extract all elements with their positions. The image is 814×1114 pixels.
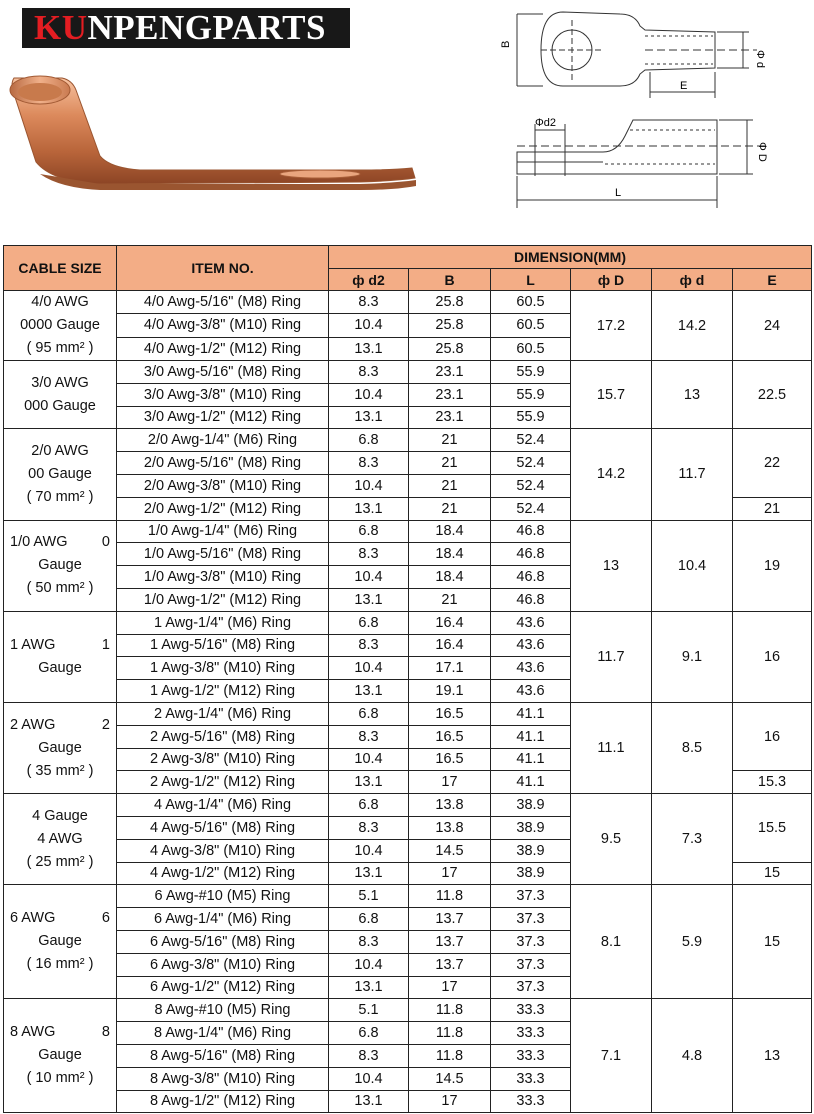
- item-no-cell: 1 Awg-1/4" (M6) Ring: [117, 611, 329, 634]
- big-d-cell: 14.2: [571, 429, 652, 520]
- item-no-cell: 4 Awg-1/4" (M6) Ring: [117, 794, 329, 817]
- b-cell: 17: [409, 862, 491, 885]
- l-cell: 43.6: [491, 634, 571, 657]
- d2-cell: 8.3: [329, 452, 409, 475]
- d-cell: 11.7: [652, 429, 733, 520]
- item-no-cell: 6 Awg-1/4" (M6) Ring: [117, 908, 329, 931]
- cable-size-text: 000 Gauge: [24, 397, 96, 414]
- d2-cell: 10.4: [329, 383, 409, 406]
- l-cell: 43.6: [491, 680, 571, 703]
- cable-size-line: [10, 440, 110, 463]
- item-no-cell: 2/0 Awg-3/8" (M10) Ring: [117, 474, 329, 497]
- d2-cell: 6.8: [329, 520, 409, 543]
- header-area: [0, 0, 814, 240]
- item-no-cell: 1 Awg-3/8" (M10) Ring: [117, 657, 329, 680]
- d2-cell: 10.4: [329, 566, 409, 589]
- label-e: E: [680, 80, 688, 92]
- big-d-cell: 11.1: [571, 702, 652, 793]
- cable-size-line: [10, 314, 110, 337]
- item-no-cell: 1/0 Awg-1/2" (M12) Ring: [117, 588, 329, 611]
- l-cell: 52.4: [491, 474, 571, 497]
- item-no-cell: 2/0 Awg-1/4" (M6) Ring: [117, 429, 329, 452]
- item-no-cell: 1 Awg-5/16" (M8) Ring: [117, 634, 329, 657]
- table-row: [4, 999, 812, 1022]
- label-b: B: [500, 40, 512, 48]
- l-cell: 33.3: [491, 999, 571, 1022]
- e-cell: 15: [733, 862, 812, 885]
- l-cell: 38.9: [491, 794, 571, 817]
- cable-size-text: 6 AWG: [10, 910, 56, 927]
- d-cell: 9.1: [652, 611, 733, 702]
- d2-cell: 13.1: [329, 406, 409, 429]
- big-d-cell: 11.7: [571, 611, 652, 702]
- l-cell: 38.9: [491, 862, 571, 885]
- b-cell: 16.5: [409, 748, 491, 771]
- item-no-cell: 4/0 Awg-3/8" (M10) Ring: [117, 314, 329, 337]
- cable-size-text: Gauge: [38, 659, 82, 676]
- l-cell: 46.8: [491, 543, 571, 566]
- cable-size-line: [10, 714, 110, 737]
- d2-cell: 8.3: [329, 634, 409, 657]
- l-cell: 41.1: [491, 702, 571, 725]
- l-cell: 46.8: [491, 566, 571, 589]
- cable-size-text: 1/0 AWG: [10, 534, 68, 551]
- d2-cell: 8.3: [329, 725, 409, 748]
- d2-cell: 13.1: [329, 862, 409, 885]
- l-cell: 37.3: [491, 885, 571, 908]
- cable-size-text: ( 10 mm² ): [26, 1070, 94, 1087]
- e-cell: 24: [733, 291, 812, 361]
- item-no-cell: 4/0 Awg-5/16" (M8) Ring: [117, 291, 329, 314]
- d2-cell: 13.1: [329, 588, 409, 611]
- b-cell: 13.7: [409, 930, 491, 953]
- b-cell: 18.4: [409, 520, 491, 543]
- cable-size-text: 4 Gauge: [32, 807, 88, 824]
- d2-cell: 10.4: [329, 657, 409, 680]
- l-cell: 55.9: [491, 361, 571, 384]
- d2-cell: 10.4: [329, 839, 409, 862]
- b-cell: 23.1: [409, 406, 491, 429]
- brand-rest: NPENGPARTS: [87, 8, 326, 47]
- b-cell: 13.7: [409, 908, 491, 931]
- d2-cell: 8.3: [329, 1044, 409, 1067]
- cable-size-cell: [4, 794, 117, 885]
- l-cell: 52.4: [491, 452, 571, 475]
- brand-first: KU: [34, 8, 88, 47]
- cable-size-text: 1: [101, 636, 110, 653]
- d2-cell: 10.4: [329, 314, 409, 337]
- lug-side-view-diagram: [495, 112, 810, 214]
- l-cell: 43.6: [491, 657, 571, 680]
- cable-size-text: ( 16 mm² ): [26, 956, 94, 973]
- table-row: [4, 361, 812, 384]
- cable-size-line: [10, 395, 110, 418]
- big-d-cell: 13: [571, 520, 652, 611]
- cable-size-line: [10, 828, 110, 851]
- b-cell: 16.5: [409, 725, 491, 748]
- cable-size-line: [10, 634, 110, 657]
- cable-size-line: [10, 463, 110, 486]
- item-no-cell: 2 Awg-1/2" (M12) Ring: [117, 771, 329, 794]
- d2-cell: 10.4: [329, 474, 409, 497]
- cable-size-text: 00 Gauge: [28, 465, 92, 482]
- cable-size-text: 8: [101, 1024, 110, 1041]
- label-phi-d: Φ d: [754, 50, 766, 68]
- d2-cell: 6.8: [329, 794, 409, 817]
- d-cell: 5.9: [652, 885, 733, 999]
- e-cell: 22: [733, 429, 812, 497]
- item-no-cell: 2 Awg-3/8" (M10) Ring: [117, 748, 329, 771]
- header-l: L: [491, 269, 571, 291]
- table-row: [4, 520, 812, 543]
- spec-table-body: [4, 291, 812, 1113]
- cable-size-text: 0: [101, 534, 110, 551]
- l-cell: 33.3: [491, 1022, 571, 1045]
- cable-size-line: [10, 851, 110, 874]
- table-row: [4, 429, 812, 452]
- d-cell: 13: [652, 361, 733, 429]
- big-d-cell: 8.1: [571, 885, 652, 999]
- l-cell: 46.8: [491, 520, 571, 543]
- d2-cell: 13.1: [329, 1090, 409, 1113]
- header-d2: ф d2: [329, 269, 409, 291]
- header-d: ф d: [652, 269, 733, 291]
- item-no-cell: 6 Awg-1/2" (M12) Ring: [117, 976, 329, 999]
- b-cell: 17: [409, 1090, 491, 1113]
- item-no-cell: 8 Awg-1/4" (M6) Ring: [117, 1022, 329, 1045]
- l-cell: 37.3: [491, 953, 571, 976]
- l-cell: 33.3: [491, 1044, 571, 1067]
- cable-size-text: 6: [101, 910, 110, 927]
- l-cell: 60.5: [491, 291, 571, 314]
- item-no-cell: 1/0 Awg-5/16" (M8) Ring: [117, 543, 329, 566]
- header-dimension: DIMENSION(MM): [329, 246, 812, 269]
- cable-size-line: [10, 1067, 110, 1090]
- cable-size-text: Gauge: [38, 1047, 82, 1064]
- d2-cell: 5.1: [329, 999, 409, 1022]
- cable-size-line: [10, 907, 110, 930]
- header-item-no: ITEM NO.: [117, 246, 329, 291]
- cable-size-text: ( 70 mm² ): [26, 488, 94, 505]
- cable-size-line: [10, 1044, 110, 1067]
- cable-size-text: 2: [101, 716, 110, 733]
- cable-size-text: 2 AWG: [10, 716, 56, 733]
- b-cell: 16.4: [409, 611, 491, 634]
- e-cell: 15.3: [733, 771, 812, 794]
- l-cell: 55.9: [491, 406, 571, 429]
- b-cell: 16.4: [409, 634, 491, 657]
- b-cell: 18.4: [409, 566, 491, 589]
- header-big-d: ф D: [571, 269, 652, 291]
- l-cell: 55.9: [491, 383, 571, 406]
- cable-size-line: [10, 291, 110, 314]
- cable-size-text: ( 35 mm² ): [26, 762, 94, 779]
- cable-size-cell: [4, 429, 117, 520]
- d2-cell: 10.4: [329, 748, 409, 771]
- b-cell: 21: [409, 429, 491, 452]
- b-cell: 17.1: [409, 657, 491, 680]
- e-cell: 19: [733, 520, 812, 611]
- lug-top-view-diagram: [495, 6, 810, 106]
- item-no-cell: 2 Awg-5/16" (M8) Ring: [117, 725, 329, 748]
- cable-size-line: [10, 577, 110, 600]
- b-cell: 13.8: [409, 794, 491, 817]
- d2-cell: 8.3: [329, 930, 409, 953]
- b-cell: 13.7: [409, 953, 491, 976]
- e-cell: 16: [733, 702, 812, 770]
- header-cable-size: CABLE SIZE: [4, 246, 117, 291]
- cable-size-cell: [4, 885, 117, 999]
- b-cell: 21: [409, 588, 491, 611]
- item-no-cell: 1 Awg-1/2" (M12) Ring: [117, 680, 329, 703]
- l-cell: 37.3: [491, 976, 571, 999]
- cable-size-text: 8 AWG: [10, 1024, 56, 1041]
- l-cell: 60.5: [491, 337, 571, 360]
- d2-cell: 6.8: [329, 429, 409, 452]
- d2-cell: 8.3: [329, 291, 409, 314]
- l-cell: 41.1: [491, 748, 571, 771]
- cable-size-text: Gauge: [38, 739, 82, 756]
- label-phi-d2: Φd2: [535, 117, 557, 129]
- cable-size-text: 4/0 AWG: [31, 294, 89, 310]
- b-cell: 14.5: [409, 839, 491, 862]
- b-cell: 11.8: [409, 1022, 491, 1045]
- d-cell: 7.3: [652, 794, 733, 885]
- l-cell: 37.3: [491, 908, 571, 931]
- cable-size-text: 3/0 AWG: [31, 374, 89, 391]
- d-cell: 14.2: [652, 291, 733, 361]
- l-cell: 52.4: [491, 429, 571, 452]
- table-row: [4, 885, 812, 908]
- cable-size-text: 4 AWG: [37, 830, 83, 847]
- e-cell: 22.5: [733, 361, 812, 429]
- l-cell: 38.9: [491, 816, 571, 839]
- e-cell: 13: [733, 999, 812, 1113]
- d2-cell: 6.8: [329, 702, 409, 725]
- big-d-cell: 9.5: [571, 794, 652, 885]
- b-cell: 16.5: [409, 702, 491, 725]
- b-cell: 18.4: [409, 543, 491, 566]
- b-cell: 13.8: [409, 816, 491, 839]
- item-no-cell: 2/0 Awg-1/2" (M12) Ring: [117, 497, 329, 520]
- cable-size-text: ( 95 mm² ): [26, 340, 94, 356]
- b-cell: 11.8: [409, 1044, 491, 1067]
- b-cell: 19.1: [409, 680, 491, 703]
- item-no-cell: 1/0 Awg-1/4" (M6) Ring: [117, 520, 329, 543]
- cable-size-line: [10, 372, 110, 395]
- b-cell: 25.8: [409, 337, 491, 360]
- l-cell: 33.3: [491, 1090, 571, 1113]
- cable-size-cell: [4, 361, 117, 429]
- header-e: E: [733, 269, 812, 291]
- table-row: [4, 794, 812, 817]
- l-cell: 33.3: [491, 1067, 571, 1090]
- item-no-cell: 6 Awg-5/16" (M8) Ring: [117, 930, 329, 953]
- cable-size-cell: [4, 702, 117, 793]
- item-no-cell: 8 Awg-#10 (M5) Ring: [117, 999, 329, 1022]
- b-cell: 14.5: [409, 1067, 491, 1090]
- item-no-cell: 1/0 Awg-3/8" (M10) Ring: [117, 566, 329, 589]
- l-cell: 38.9: [491, 839, 571, 862]
- big-d-cell: 7.1: [571, 999, 652, 1113]
- cable-size-line: [10, 337, 110, 360]
- item-no-cell: 6 Awg-3/8" (M10) Ring: [117, 953, 329, 976]
- d2-cell: 8.3: [329, 361, 409, 384]
- header-b: B: [409, 269, 491, 291]
- b-cell: 25.8: [409, 314, 491, 337]
- d2-cell: 13.1: [329, 771, 409, 794]
- l-cell: 41.1: [491, 771, 571, 794]
- d2-cell: 5.1: [329, 885, 409, 908]
- item-no-cell: 4 Awg-5/16" (M8) Ring: [117, 816, 329, 839]
- label-phi-big-d: Φ D: [756, 142, 768, 162]
- b-cell: 23.1: [409, 383, 491, 406]
- cable-size-text: Gauge: [38, 557, 82, 574]
- d2-cell: 10.4: [329, 953, 409, 976]
- item-no-cell: 3/0 Awg-1/2" (M12) Ring: [117, 406, 329, 429]
- cable-size-text: ( 50 mm² ): [26, 580, 94, 597]
- item-no-cell: 2/0 Awg-5/16" (M8) Ring: [117, 452, 329, 475]
- table-row: [4, 291, 812, 314]
- cable-size-line: [10, 486, 110, 509]
- label-l: L: [615, 187, 622, 199]
- item-no-cell: 3/0 Awg-3/8" (M10) Ring: [117, 383, 329, 406]
- cable-size-line: [10, 554, 110, 577]
- e-cell: 16: [733, 611, 812, 702]
- item-no-cell: 2 Awg-1/4" (M6) Ring: [117, 702, 329, 725]
- cable-size-line: [10, 531, 110, 554]
- b-cell: 17: [409, 771, 491, 794]
- item-no-cell: 8 Awg-3/8" (M10) Ring: [117, 1067, 329, 1090]
- item-no-cell: 4 Awg-3/8" (M10) Ring: [117, 839, 329, 862]
- l-cell: 52.4: [491, 497, 571, 520]
- brand-logo: [22, 8, 350, 48]
- item-no-cell: 4/0 Awg-1/2" (M12) Ring: [117, 337, 329, 360]
- e-cell: 21: [733, 497, 812, 520]
- cable-size-text: ( 25 mm² ): [26, 853, 94, 870]
- item-no-cell: 8 Awg-5/16" (M8) Ring: [117, 1044, 329, 1067]
- item-no-cell: 4 Awg-1/2" (M12) Ring: [117, 862, 329, 885]
- cable-size-line: [10, 805, 110, 828]
- cable-size-line: [10, 953, 110, 976]
- d-cell: 10.4: [652, 520, 733, 611]
- copper-lug-photo: [0, 70, 420, 210]
- big-d-cell: 17.2: [571, 291, 652, 361]
- b-cell: 21: [409, 474, 491, 497]
- cable-size-text: Gauge: [38, 933, 82, 950]
- cable-size-line: [10, 737, 110, 760]
- d2-cell: 13.1: [329, 680, 409, 703]
- l-cell: 60.5: [491, 314, 571, 337]
- spec-table: [3, 245, 812, 1113]
- cable-size-line: [10, 657, 110, 680]
- item-no-cell: 3/0 Awg-5/16" (M8) Ring: [117, 361, 329, 384]
- d2-cell: 13.1: [329, 337, 409, 360]
- cable-size-line: [10, 1021, 110, 1044]
- d2-cell: 6.8: [329, 611, 409, 634]
- l-cell: 46.8: [491, 588, 571, 611]
- cable-size-line: [10, 930, 110, 953]
- cable-size-cell: [4, 291, 117, 361]
- b-cell: 11.8: [409, 885, 491, 908]
- item-no-cell: 8 Awg-1/2" (M12) Ring: [117, 1090, 329, 1113]
- d2-cell: 8.3: [329, 543, 409, 566]
- b-cell: 21: [409, 452, 491, 475]
- e-cell: 15: [733, 885, 812, 999]
- item-no-cell: 6 Awg-#10 (M5) Ring: [117, 885, 329, 908]
- d-cell: 8.5: [652, 702, 733, 793]
- b-cell: 11.8: [409, 999, 491, 1022]
- cable-size-cell: [4, 999, 117, 1113]
- cable-size-text: 0000 Gauge: [20, 317, 100, 333]
- e-cell: 15.5: [733, 794, 812, 862]
- d2-cell: 6.8: [329, 908, 409, 931]
- d-cell: 4.8: [652, 999, 733, 1113]
- l-cell: 41.1: [491, 725, 571, 748]
- b-cell: 21: [409, 497, 491, 520]
- b-cell: 17: [409, 976, 491, 999]
- cable-size-cell: [4, 520, 117, 611]
- cable-size-text: 1 AWG: [10, 636, 56, 653]
- d2-cell: 13.1: [329, 497, 409, 520]
- b-cell: 25.8: [409, 291, 491, 314]
- l-cell: 37.3: [491, 930, 571, 953]
- cable-size-text: 2/0 AWG: [31, 442, 89, 459]
- d2-cell: 10.4: [329, 1067, 409, 1090]
- l-cell: 43.6: [491, 611, 571, 634]
- d2-cell: 13.1: [329, 976, 409, 999]
- b-cell: 23.1: [409, 361, 491, 384]
- table-row: [4, 702, 812, 725]
- cable-size-line: [10, 760, 110, 783]
- table-row: [4, 611, 812, 634]
- cable-size-cell: [4, 611, 117, 702]
- d2-cell: 6.8: [329, 1022, 409, 1045]
- big-d-cell: 15.7: [571, 361, 652, 429]
- d2-cell: 8.3: [329, 816, 409, 839]
